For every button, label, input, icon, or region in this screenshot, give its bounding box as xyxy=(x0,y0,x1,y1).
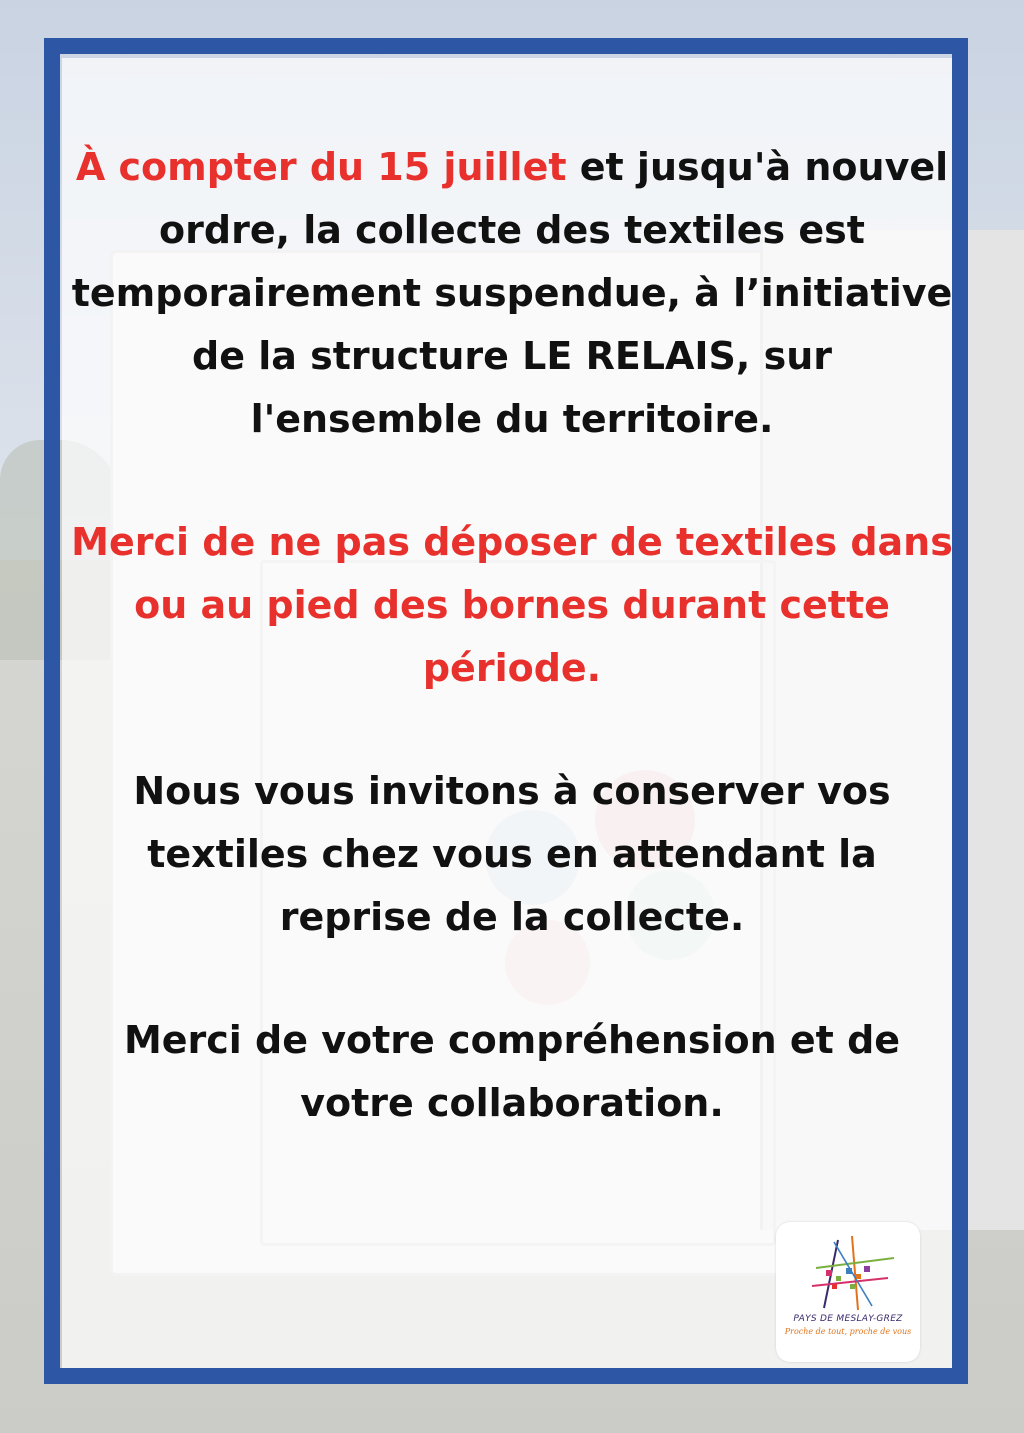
logo-tagline: Proche de tout, proche de vous xyxy=(784,1327,912,1336)
paragraph-suspension xyxy=(70,136,954,451)
logo-name: PAYS DE MESLAY-GREZ xyxy=(793,1314,903,1324)
date-highlight: À compter du 15 juillet xyxy=(75,145,567,189)
logo-mark-icon xyxy=(776,1222,920,1362)
pays-de-meslay-grez-logo xyxy=(776,1222,920,1362)
paragraph-warning: Merci de ne pas déposer de textiles dans ou au pied des bornes durant cette période. xyxy=(71,520,953,690)
paragraph-invitation: Nous vous invitons à conserver vos textiles chez vous en attendant la reprise de la collecte. xyxy=(133,769,891,939)
suspension-text: et jusqu'à nouvel ordre, la collecte des textiles est temporairement suspendue, à l’initiative de la structure LE RELAIS, sur l'ensemble du territoire. xyxy=(71,145,953,441)
paragraph-thanks: Merci de votre compréhension et de votre collaboration. xyxy=(123,1018,901,1125)
notice-text xyxy=(70,136,954,1135)
